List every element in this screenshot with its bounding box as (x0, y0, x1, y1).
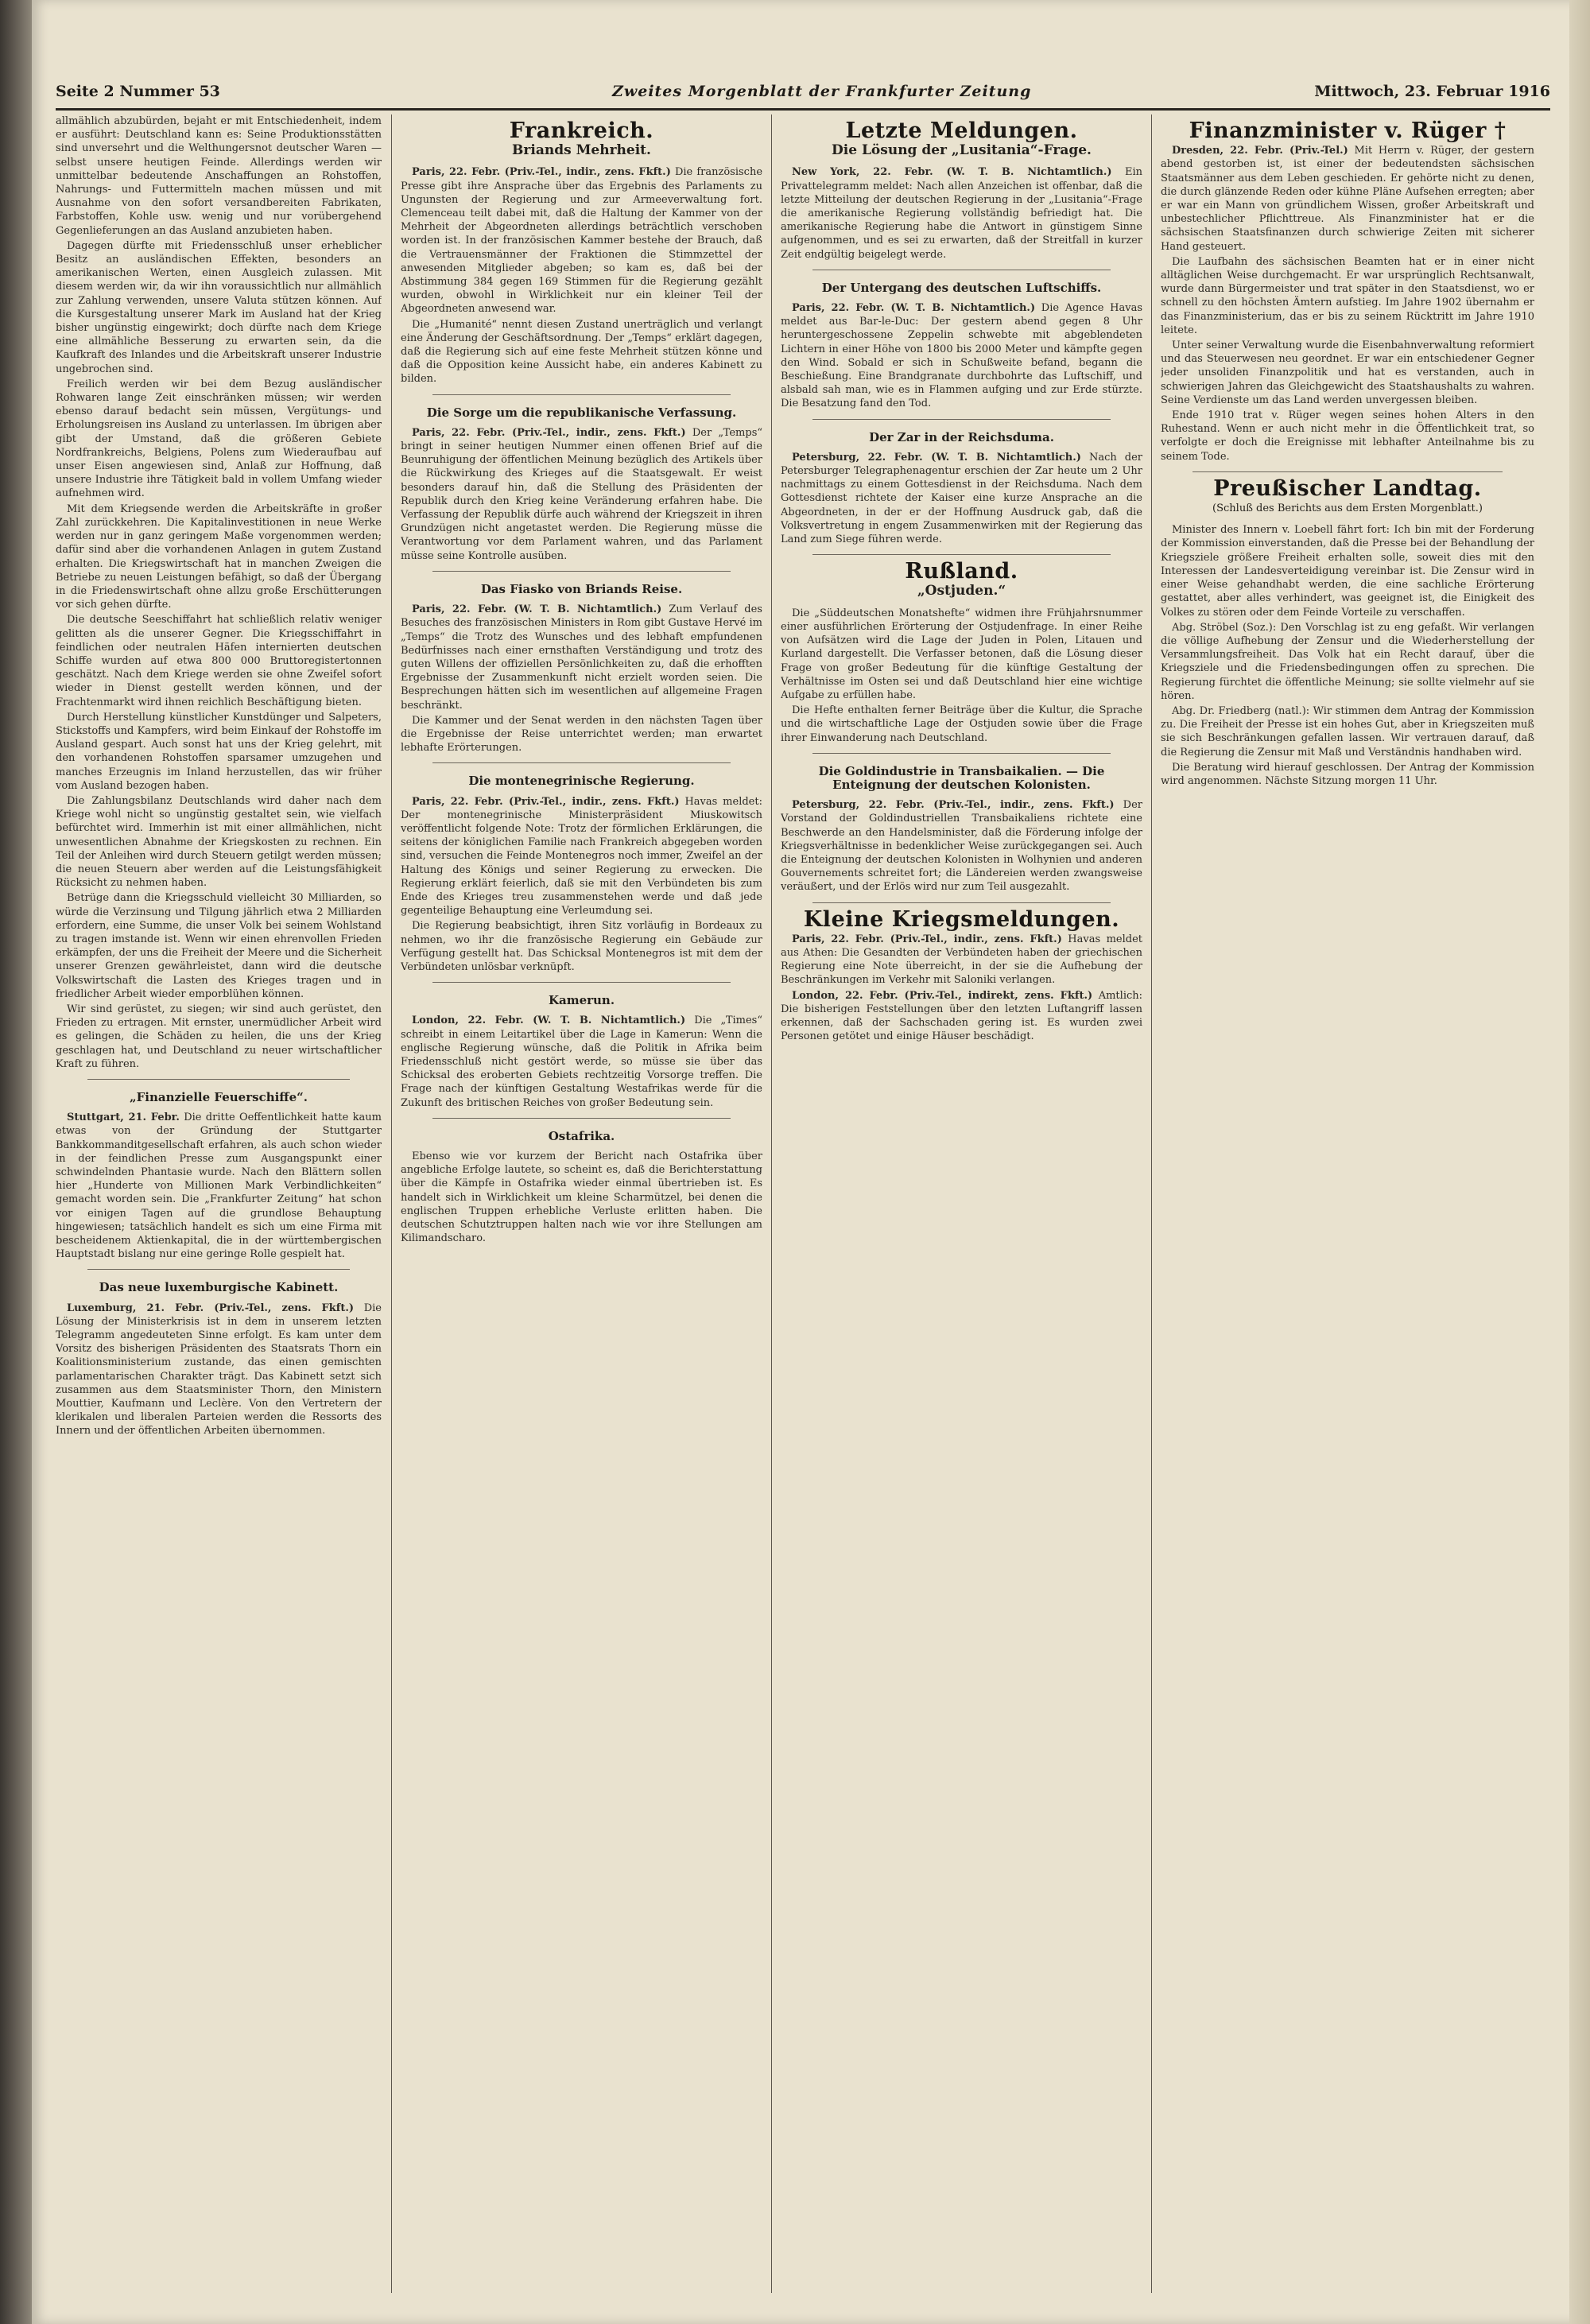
article-paragraph (781, 451, 1142, 546)
article-headline: Das Fiasko von Briands Reise. (480, 581, 683, 596)
article-text: Die Agence Havas meldet aus Bar-le-Duc: Der gestern abend gegen 8 Uhr heruntergeschossene Zeppelin schwebte mit abgeblendeten Lichtern in einer Höhe von 1800 bis 2000 Meter und kämpfte gegen den Wind. Sobald er sich in Schußweite befand, begann die Beschießung. Eine Brandgranate durchbohrte das Luftschiff, und alsbald sah man, wie es in Flammen aufging und zur Erde stürzte. Die Besatzung fand den Tod. (781, 302, 1142, 410)
dateline: Dresden, 22. Febr. (Priv.-Tel.) (1172, 145, 1348, 157)
column-1 (56, 114, 382, 2293)
dateline: Paris, 22. Febr. (W. T. B. Nichtamtlich.) (792, 302, 1036, 315)
article-text: Havas meldet: Der montenegrinische Ministerpräsident Miuskowitsch veröffentlicht folgende Note: Trotz der förmlichen Erklärungen, die seitens der königlichen Familie nach Frankreich abgegeben worden sind, versuchen die Feinde Montenegros noch immer, Zweifel an der Haltung des Königs und seiner Regierung zu erwecken. Die Regierung erklärt feierlich, daß sie mit den Verbündeten bis zum Ende des Krieges treu zusammenstehen werde und daß jede gegenteilige Behauptung eine Verleumdung sei. (401, 795, 762, 918)
article-headline: Briands Mehrheit. (512, 142, 651, 159)
section-headline: Preußischer Landtag. (1213, 475, 1482, 501)
article-text: allmählich abzubürden, bejaht er mit Entschiedenheit, indem er ausführt: Deutschland kann es: Seine Produktionsstätten sind unversehrt und die Welthungersnot deutscher Waren — selbst unsere heutigen Feinde. Allerdings werden wir unmittelbar bedeutende Anschaffungen an Rohstoffen, Nahrungs- und Futtermitteln machen müssen und mit Ausnahme von den sofort versandbereiten Fabrikaten, Farbstoffen, Kohle usw. wenig und nur vorübergehend Gegenlieferungen an das Ausland anzubieten haben. (56, 115, 382, 237)
article-text: Der „Temps“ bringt in seiner heutigen Nummer einen offenen Brief auf die Beunruhigung der öffentlichen Meinung bezüglich des Artikels über die Rückwirkung des Krieges auf die Staatsgewalt. Er weist besonders darauf hin, daß die Stellung des Präsidenten der Republik durch den Krieg keine Veränderung erfahren habe. Die Verfassung der Republik dürfe auch während der Kriegszeit in ihren Grundzügen nicht angetastet werden. Die Regierung müsse die Verantwortung vor dem Parlament wahren, und das Parlament müsse seine Kontrolle ausüben. (401, 426, 762, 562)
section-divider (812, 554, 1111, 555)
section-divider (87, 1269, 350, 1270)
dateline: Luxemburg, 21. Febr. (Priv.-Tel., zens. Fkft.) (67, 1302, 355, 1314)
article-text: Havas meldet aus Athen: Die Gesandten der Verbündeten haben der griechischen Regierung eine Note überreicht, in der sie die Aufhebung der Beschränkungen im Verkehr mit Saloniki verlangen. (781, 933, 1142, 987)
section-divider (432, 982, 731, 983)
article-text: Dagegen dürfte mit Friedensschluß unser erheblicher Besitz an ausländischen Effekten, besonders an amerikanischen Werten, einen Ausgleich zulassen. Mit diesem werden wir, da wir ihn voraussichtlich nur allmählich zur Zahlung verwenden, unsere Valuta stützen können. Auf die Kursgestaltung unserer Mark im Ausland hat der Krieg bisher ungünstig eingewirkt; doch dürfte nach dem Kriege eine allmähliche Besserung zu erwarten sein, da die Kaufkraft des Inlandes und die Arbeitskraft unserer Industrie ungebrochen sind. (56, 239, 382, 375)
section-divider (432, 571, 731, 572)
article-paragraph (401, 795, 762, 918)
section-divider (1192, 471, 1503, 472)
section-headline: Rußland. (905, 559, 1018, 584)
article-text: Die „Times“ schreibt in einem Leitartikel über die Lage in Kamerun: Wenn die englische Regierung wünsche, daß die Politik in Afrika beim Friedensschluß nicht gestört werde, so müsse sie über das Schicksal des eroberten Gebiets rechtzeitig Vorsorge treffen. Die Frage nach der künftigen Gestaltung Westafrikas werde für die Zukunft des britischen Reiches von großer Bedeutung sein. (401, 1015, 762, 1109)
article-text: Nach der Petersburger Telegraphenagentur erschien der Zar heute um 2 Uhr nachmittags zu einem Gottesdienst in der Reichsduma. Nach dem Gottesdienst richtete der Kaiser eine kurze Ansprache an die Abgeordneten, in der er der Hoffnung Ausdruck gab, daß die Volksvertretung in engem Zusammenwirken mit der Regierung das Land zum Siege führen werde. (781, 451, 1142, 546)
article-text: Die französische Presse gibt ihre Ansprache über das Ergebnis des Parlaments zu Ungunsten der Regierung und zur Armeeverwaltung fort. Clemenceau teilt dabei mit, daß die Haltung der Kammer von der Mehrheit der Abgeordneten allerdings beträchtlich verschoben worden ist. In der französischen Kammer bestehe der Brauch, daß die Vertrauensmänner der Fraktionen die Stimmzettel der anwesenden Mitglieder abgeben; so kam es, daß bei der Abstimmung 384 gegen 169 Stimmen für die Regierung gezählt wurden, obwohl in Wirklichkeit nur ein kleiner Teil der Abgeordneten anwesend war. (401, 166, 762, 316)
article-text: Die Lösung der Ministerkrisis ist in dem in unserem letzten Telegramm angedeuteten Sinne erfolgt. Es kam unter dem Vorsitz des bisherigen Präsidenten des Staatsrats Thorn ein Koalitionsministerium zustande, das einen gemischten parlamentarischen Charakter trägt. Das Kabinett setzt sich zusammen aus dem Staatsminister Thorn, den Ministern Mouttier, Kaufmann und Leclère. Von den Vertretern der klerikalen und liberalen Parteien werden die Ressorts des Innern und der öffentlichen Arbeiten übernommen. (56, 1302, 382, 1437)
dateline: Petersburg, 22. Febr. (Priv.-Tel., indir., zens. Fkft.) (792, 799, 1115, 812)
article-headline: Der Zar in der Reichsduma. (869, 429, 1054, 444)
dateline: London, 22. Febr. (Priv.-Tel., indirekt, zens. Fkft.) (792, 989, 1093, 1002)
section-divider (812, 902, 1111, 903)
dateline: Paris, 22. Febr. (W. T. B. Nichtamtlich.) (412, 603, 662, 616)
page-number: Seite 2 Nummer 53 (56, 83, 220, 100)
column-4 (1161, 114, 1534, 2293)
article-paragraph (781, 165, 1142, 261)
dateline: New York, 22. Febr. (W. T. B. Nichtamtlich.) (792, 166, 1112, 179)
article-paragraph (56, 1302, 382, 1438)
dateline: Paris, 22. Febr. (Priv.-Tel., indir., zens. Fkft.) (792, 933, 1062, 945)
page-edge (1569, 0, 1590, 2324)
article-headline: Die montenegrinische Regierung. (468, 774, 695, 789)
column-rule (391, 114, 392, 2293)
section-headline: Kleine Kriegsmeldungen. (803, 906, 1120, 932)
article-text: Die Hefte enthalten ferner Beiträge über die Kultur, die Sprache und die wirtschaftliche Lage der Ostjuden sowie über die Frage ihrer Einwanderung nach Deutschland. (781, 704, 1142, 744)
article-text: Der Vorstand der Goldindustriellen Transbaikaliens richtete eine Beschwerde an den Handelsminister, daß die Förderung infolge der Kriegsverhältnisse in bedenklicher Weise zurückgegangen sei. Auch die Enteignung der deutschen Kolonisten in Wolhynien und anderen Gouvernements schreitet fort; die Ländereien werden zwangsweise veräußert, und der Erlös wird nur zum Teil ausgezahlt. (781, 799, 1142, 894)
article-paragraph (401, 1014, 762, 1109)
article-text: Die deutsche Seeschiffahrt hat schließlich relativ weniger gelitten als die unserer Gegner. Die Kriegsschiffahrt in feindlichen oder neutralen Häfen internierten deutschen Schiffe wurden auf etwa 800 000 Bruttoregistertonnen geschätzt. Nach dem Kriege werden sie ohne Zweifel sofort wieder in Dienst gestellt werden können, und der Frachtenmarkt wird ihnen reichlich Beschäftigung bieten. (56, 614, 382, 708)
section-divider (432, 1118, 731, 1119)
article-text: Zum Verlauf des Besuches des französischen Ministers in Rom gibt Gustave Hervé im „Temps“ die Trotz des Wunsches und des lebhaft empfundenen Bedürfnisses nach einer ernsthaften Verständigung und trotz des guten Willens der offiziellen Persönlichkeiten zu, daß die erhofften Ergebnisse der Zusammenkunft nicht erzielt worden seien. Die Besprechungen hätten sich im wesentlichen auf allgemeine Fragen beschränkt. (401, 603, 762, 712)
article-subheadline: (Schluß des Berichts aus dem Ersten Morgenblatt.) (1212, 502, 1483, 515)
dateline: Stuttgart, 21. Febr. (67, 1112, 180, 1124)
article-paragraph (781, 933, 1142, 987)
column-rule (771, 114, 772, 2293)
article-text: Die „Süddeutschen Monatshefte“ widmen ihre Frühjahrsnummer einer ausführlichen Erörterung der Ostjudenfrage. In einer Reihe von Aufsätzen wird die Lage der Juden in Polen, Litauen und Kurland dargestellt. Die Verfasser betonen, daß die Lösung dieser Frage von großer Bedeutung für die künftige Gestaltung der Verhältnisse im Osten sei und daß Deutschland hier eine wichtige Aufgabe zu erfüllen habe. (781, 607, 1142, 701)
article-text: Die „Humanité“ nennt diesen Zustand unerträglich und verlangt eine Änderung der Geschäftsordnung. Der „Temps“ erklärt dagegen, daß die Regierung sich auf eine feste Mehrheit stützen könne und daß die Opposition keine Aussicht habe, ein anderes Kabinett zu bilden. (401, 318, 762, 386)
article-paragraph (781, 798, 1142, 894)
article-headline: Die Sorge um die republikanische Verfassung. (426, 405, 737, 420)
article-text: Mit dem Kriegsende werden die Arbeitskräfte in großer Zahl zurückkehren. Die Kapitalinvestitionen in neue Werke werden nur in ganz geringem Maße vorgenommen werden; dafür sind aber die vorhandenen Anlagen in gutem Zustand erhalten. Die Kriegswirtschaft hat in manchen Zweigen die Betriebe zu neuen Leistungen befähigt, so daß der Übergang in die Friedenswirtschaft ohne allzu große Erschütterungen vor sich gehen dürfte. (56, 502, 382, 611)
dateline: Petersburg, 22. Febr. (W. T. B. Nichtamtlich.) (792, 451, 1081, 464)
dateline: Paris, 22. Febr. (Priv.-Tel., indir., zens. Fkft.) (412, 166, 671, 179)
article-headline: Das neue luxemburgische Kabinett. (99, 1280, 339, 1295)
article-paragraph (56, 1111, 382, 1261)
article-text: Wir sind gerüstet, zu siegen; wir sind auch gerüstet, den Frieden zu ertragen. Mit ernster, unermüdlicher Arbeit wird es gelingen, die Schäden zu heilen, die uns der Krieg geschlagen hat, und Deutschland zu neuer wirtschaftlicher Kraft zu führen. (56, 1003, 382, 1070)
article-headline: „Ostjuden.“ (917, 583, 1006, 599)
dateline: London, 22. Febr. (W. T. B. Nichtamtlich.) (412, 1015, 686, 1027)
article-headline: Die Lösung der „Lusitania“-Frage. (832, 142, 1092, 159)
article-paragraph (401, 603, 762, 712)
column-2 (401, 114, 762, 2293)
article-paragraph (401, 165, 762, 316)
section-divider (87, 1079, 350, 1080)
section-divider (812, 419, 1111, 420)
column-3 (781, 114, 1142, 2293)
section-headline: Frankreich. (509, 118, 654, 143)
section-divider (432, 762, 731, 763)
article-text: Die Laufbahn des sächsischen Beamten hat er in einer nicht alltäglichen Weise durchgemacht. Er war ursprünglich Rechtsanwalt, wurde dann Bürgermeister und trat später in den Staatsdienst, wo er schnell zu den höchsten Ämtern aufstieg. Im Jahre 1902 übernahm er das Finanzministerium, das er bis zu seinem Rücktritt im Jahre 1910 leitete. (1161, 255, 1534, 336)
article-paragraph (781, 989, 1142, 1044)
article-text: Freilich werden wir bei dem Bezug ausländischer Rohwaren lange Zeit einschränken müssen; wir werden ebenso darauf bedacht sein müssen, Vergütungs- und Erholungsreisen ins Ausland zu unterlassen. Im übrigen aber gibt der Umstand, daß die größeren Gebiete Nordfrankreichs, Belgiens, Polens zum Wiederaufbau auf unser Eisen angewiesen sind, Anlaß zur Hoffnung, daß unsere Industrie ihre Tätigkeit bald in vollem Umfang wieder aufnehmen wird. (56, 378, 382, 500)
article-headline: Die Goldindustrie in Transbaikalien. — Die Enteignung der deutschen Kolonisten. (818, 763, 1105, 792)
header-rule (56, 108, 1550, 111)
article-headline: Ostafrika. (548, 1128, 615, 1143)
article-paragraph (781, 301, 1142, 411)
article-headline: „Finanzielle Feuerschiffe“. (129, 1090, 308, 1105)
article-text: Mit Herrn v. Rüger, der gestern abend gestorben ist, ist einer der bedeutendsten sächsischen Staatsmänner aus dem Leben geschieden. Er gehörte nicht zu denen, die durch glänzende Reden oder kühne Pläne Aufsehen erregten; aber er war ein Mann von gründlichem Wissen, großer Arbeitskraft und unbestechlicher Pflichttreue. Als Finanzminister hat er die sächsischen Staatsfinanzen durch schwierige Zeiten mit sicherer Hand gesteuert. (1161, 145, 1534, 253)
article-text: Die dritte Oeffentlichkeit hatte kaum etwas von der Gründung der Stuttgarter Bankkommanditgesellschaft erfahren, als auch schon wieder in der feindlichen Presse zum Ausgangspunkt einer schwindelnden Phantasie wurde. Nach den Blättern sollen hier „Hunderte von Millionen Mark Verbindlichkeiten“ gemacht worden sein. Die „Frankfurter Zeitung“ hat schon vor einigen Tagen auf die grundlose Behauptung hingewiesen; tatsächlich handelt es sich um eine Firma mit bescheidenem Aktienkapital, die in der württembergischen Hauptstadt bislang nur eine geringe Rolle gespielt hat. (56, 1112, 382, 1261)
section-headline: Letzte Meldungen. (845, 118, 1078, 143)
article-paragraph (1161, 144, 1534, 254)
article-text: Amtlich: Die bisherigen Feststellungen über den letzten Luftangriff lassen erkennen, daß der Sachschaden gering ist. Es wurden zwei Personen getötet und einige Häuser beschädigt. (781, 989, 1142, 1043)
article-text: Die Zahlungsbilanz Deutschlands wird daher nach dem Kriege wohl nicht so ungünstig gestaltet sein, wie vielfach befürchtet wird. Immerhin ist mit einer allmählichen, nicht unwesentlichen Abnahme der Kriegskosten zu rechnen. Ein Teil der Anleihen wird durch Steuern getilgt werden müssen; die neuen Steuern aber werden auf die Leistungsfähigkeit Rücksicht zu nehmen haben. (56, 794, 382, 890)
masthead-title: Zweites Morgenblatt der Frankfurter Zeitung (612, 83, 1032, 100)
article-text: Abg. Dr. Friedberg (natl.): Wir stimmen dem Antrag der Kommission zu. Die Freiheit der Presse ist ein hohes Gut, aber in Kriegszeiten muß sie sich Beschränkungen gefallen lassen. Wir vertrauen darauf, daß die Regierung die Zensur mit Maß und Verständnis handhaben wird. (1161, 704, 1534, 759)
article-text: Abg. Ströbel (Soz.): Den Vorschlag ist zu eng gefaßt. Wir verlangen die völlige Aufhebung der Zensur und die Wiederherstellung der Versammlungsfreiheit. Das Volk hat ein Recht darauf, über die Kriegsziele und die Friedensbedingungen offen zu sprechen. Die Regierung fürchtet die öffentliche Meinung; sie sollte vielmehr auf sie hören. (1161, 621, 1534, 702)
article-text: Die Beratung wird hierauf geschlossen. Der Antrag der Kommission wird angenommen. Nächste Sitzung morgen 11 Uhr. (1161, 761, 1534, 787)
article-text: Ebenso wie vor kurzem der Bericht nach Ostafrika über angebliche Erfolge lautete, so scheint es, daß die Berichterstattung über die Kämpfe in Ostafrika wieder einmal übertrieben ist. Es handelt sich in Wirklichkeit um kleine Scharmützel, bei denen die englischen Truppen erhebliche Verluste erlitten haben. Die deutschen Schutztruppen halten nach wie vor ihre Stellungen am Kilimandscharo. (401, 1150, 762, 1245)
article-text: Durch Herstellung künstlicher Kunstdünger und Salpeters, Stickstoffs und Kampfers, wird beim Einkauf der Rohstoffe im Ausland gespart. Auch sonst hat uns der Krieg gelehrt, mit den vorhandenen Rohstoffen sparsamer umzugehen und manches Erzeugnis im Inland herzustellen, das wir früher vom Ausland bezogen haben. (56, 711, 382, 792)
page-header (56, 83, 1550, 107)
article-text: Minister des Innern v. Loebell fährt fort: Ich bin mit der Forderung der Kommission einverstanden, daß die Presse bei der Behandlung der Kriegsziele größere Freiheit erhalten solle, soweit dies mit den Interessen der Landesverteidigung vereinbar ist. Die Zensur wird in einer Weise gehandhabt werden, die eine sachliche Erörterung gestattet, aber alles verhindert, was geeignet ist, die Einigkeit des Volkes zu stören oder dem Feinde Vorteile zu verschaffen. (1161, 524, 1534, 619)
column-rule (1151, 114, 1152, 2293)
article-text: Unter seiner Verwaltung wurde die Eisenbahnverwaltung reformiert und das Steuerwesen neu geordnet. Er war ein entschiedener Gegner jeder unsoliden Finanzpolitik und hat es verstanden, auch in schwierigen Jahren das Gleichgewicht des Staatshaushalts zu wahren. Seine Verdienste um das Land werden unvergessen bleiben. (1161, 339, 1534, 406)
section-divider (812, 753, 1111, 754)
section-divider (432, 394, 731, 395)
article-text: Ein Privattelegramm meldet: Nach allen Anzeichen ist offenbar, daß die letzte Mitteilung der deutschen Regierung in der „Lusitania“-Frage die amerikanische Regierung vollständig befriedigt hat. Die amerikanische Regierung habe die Antwort in günstigem Sinne aufgenommen, und es sei zu erwarten, daß der Streitfall in kurzer Zeit endgültig beigelegt werde. (781, 166, 1142, 261)
article-text: Ende 1910 trat v. Rüger wegen seines hohen Alters in den Ruhestand. Wenn er auch nicht mehr in die Öffentlichkeit trat, so verfolgte er doch die Ereignisse mit lebhafter Anteilnahme bis zu seinem Tode. (1161, 409, 1534, 463)
article-text: Die Regierung beabsichtigt, ihren Sitz vorläufig in Bordeaux zu nehmen, wo ihr die französische Regierung ein Gebäude zur Verfügung gestellt hat. Das Schicksal Montenegros ist mit dem der Verbündeten unlösbar verknüpft. (401, 920, 762, 973)
section-headline: Finanzminister v. Rüger † (1189, 118, 1507, 143)
article-text: Betrüge dann die Kriegsschuld vielleicht 30 Milliarden, so würde die Verzinsung und Tilgung jährlich etwa 2 Milliarden erfordern, eine Summe, die unser Volk bei seinem Wohlstand zu tragen imstande ist. Wenn wir einen ehrenvollen Frieden erkämpfen, der uns die Freiheit der Meere und die Sicherheit unserer Grenzen gewährleistet, dann wird die deutsche Volkswirtschaft die Lasten des Krieges tragen und in friedlicher Arbeit wieder emporblühen können. (56, 892, 382, 1000)
article-paragraph (401, 426, 762, 563)
article-headline: Der Untergang des deutschen Luftschiffs. (821, 280, 1102, 295)
dateline: Paris, 22. Febr. (Priv.-Tel., indir., zens. Fkft.) (412, 795, 680, 808)
article-headline: Kamerun. (548, 993, 615, 1008)
issue-date: Mittwoch, 23. Februar 1916 (1314, 83, 1550, 100)
book-spine (0, 0, 32, 2324)
dateline: Paris, 22. Febr. (Priv.-Tel., indir., zens. Fkft.) (412, 426, 686, 439)
article-text: Die Kammer und der Senat werden in den nächsten Tagen über die Ergebnisse der Reise unterrichtet werden; man erwartet lebhafte Erörterungen. (401, 714, 762, 755)
